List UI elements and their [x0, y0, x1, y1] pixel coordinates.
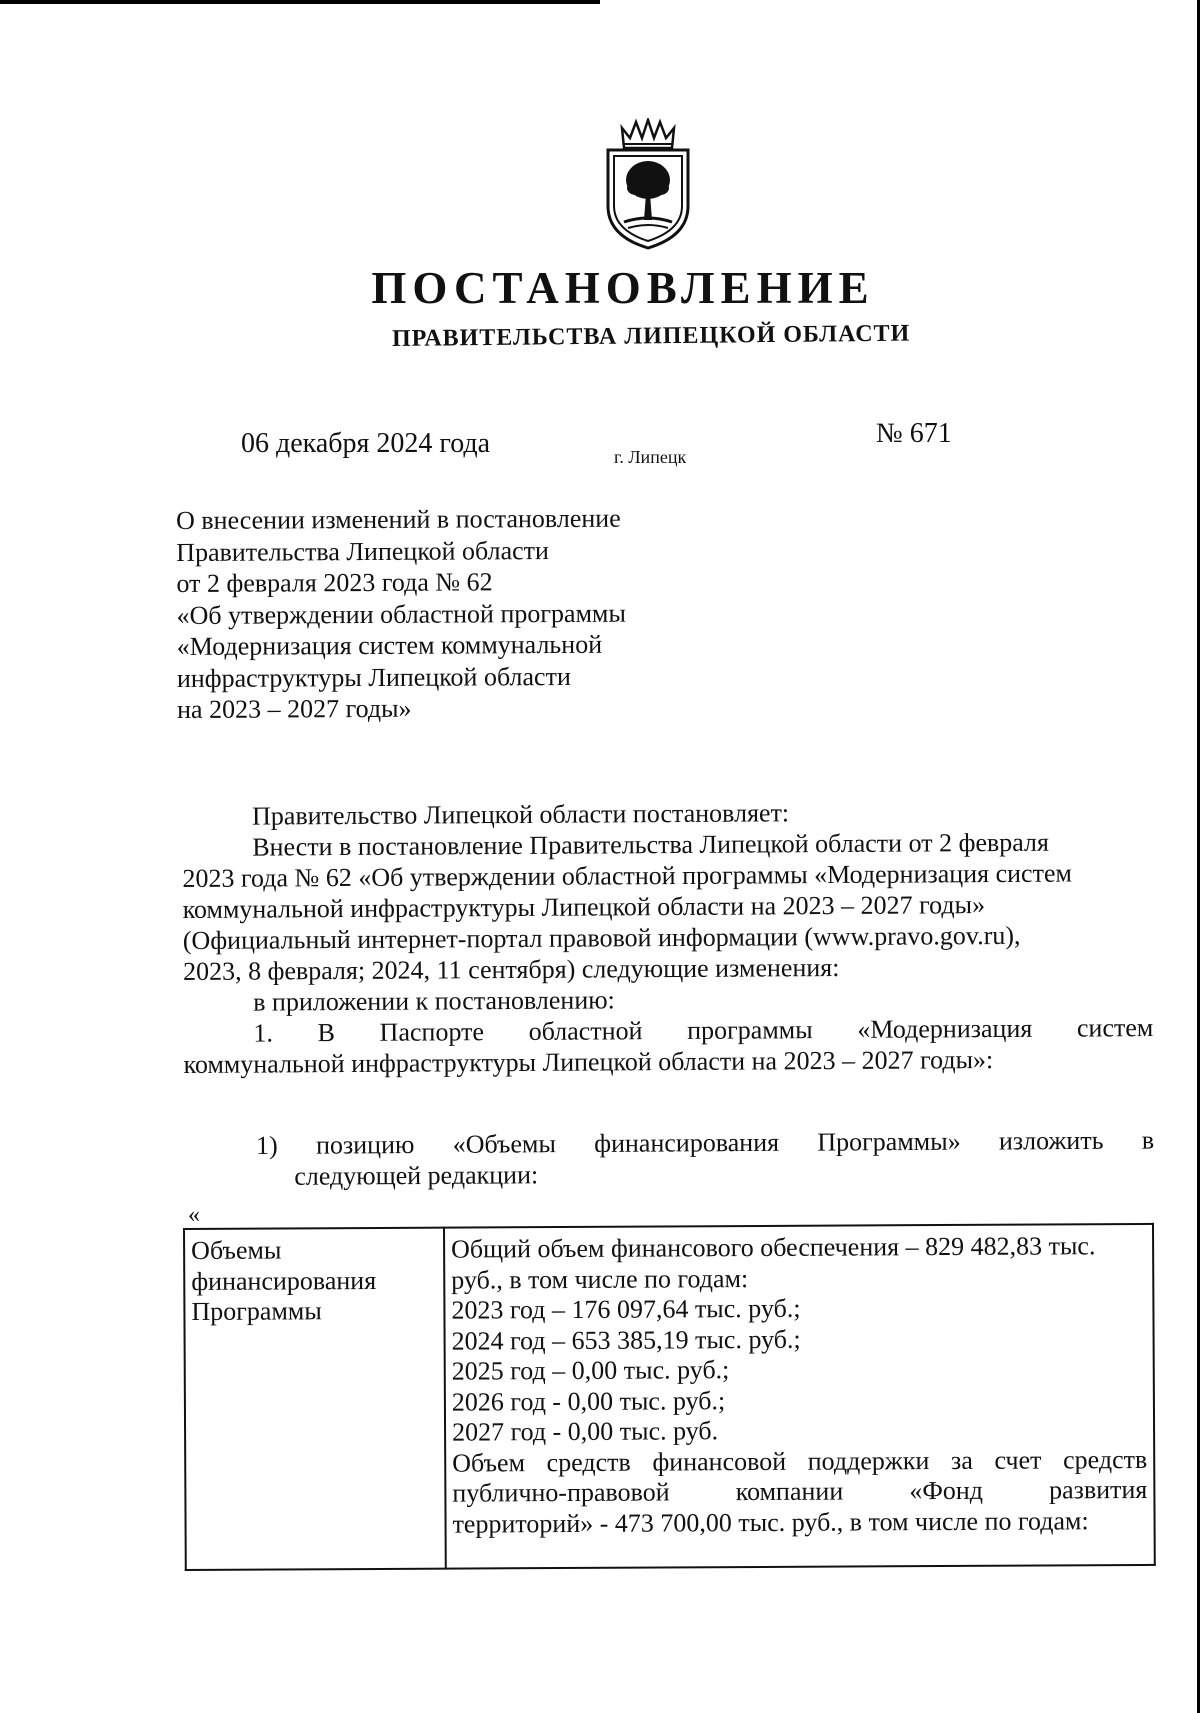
preamble: Правительство Липецкой области постановляет: — [252, 798, 790, 831]
coat-of-arms-icon — [602, 118, 694, 250]
value-line: 2026 год - 0,00 тыс. руб.; — [451, 1385, 726, 1417]
document-number: № 671 — [876, 418, 952, 449]
support-word: поддержки — [807, 1445, 930, 1476]
subject-line: «Об утверждении областной программы — [176, 598, 626, 630]
table-row — [184, 1224, 1155, 1570]
value-line: Общий объем финансового обеспечения – 829 482,83 тыс. — [451, 1231, 1096, 1264]
subject-line: Правительства Липецкой области — [176, 535, 549, 567]
support-word: за — [950, 1445, 973, 1475]
subpoint-1 — [256, 1125, 1154, 1192]
label-line: Программы — [191, 1296, 322, 1326]
subpoint-1-line — [256, 1125, 1154, 1161]
support-word: «Фонд — [909, 1475, 984, 1506]
subpoint-1-word: финансирования — [594, 1127, 780, 1158]
support-word: развития — [1049, 1474, 1148, 1505]
document-date: 06 декабря 2024 года — [241, 428, 491, 459]
paragraph-line: коммунальной инфраструктуры Липецкой области на 2023 – 2027 годы» — [182, 890, 986, 924]
point-1-word: Паспорте — [379, 1017, 485, 1047]
point-1-line: коммунальной инфраструктуры Липецкой области на 2023 – 2027 годы»: — [183, 1045, 994, 1079]
support-word: Объем — [452, 1447, 526, 1478]
label-line: финансирования — [191, 1265, 377, 1296]
document-subtitle: ПРАВИТЕЛЬСТВА ЛИПЕЦКОЙ ОБЛАСТИ — [391, 320, 911, 352]
value-line: 2023 год – 176 097,64 тыс. руб.; — [451, 1293, 801, 1325]
support-line — [452, 1444, 1147, 1478]
support-word: финансовой — [652, 1446, 787, 1477]
support-word: средств — [546, 1447, 631, 1477]
subpoint-1-word: Программы» — [817, 1126, 961, 1157]
appendix-line: в приложении к постановлению: — [253, 985, 615, 1017]
point-1-line — [183, 1012, 1153, 1049]
point-1-word: программы — [687, 1015, 813, 1045]
support-word: счет — [994, 1445, 1042, 1475]
point-1-word: систем — [1076, 1013, 1154, 1043]
document-body — [182, 795, 1154, 1080]
paragraph-line: (Официальный интернет-портал правовой информации (www.pravo.gov.ru), — [182, 920, 1021, 955]
paragraph-text: Внести в постановление Правительства Липецкой области от 2 февраля — [252, 827, 1050, 862]
subject-line: О внесении изменений в постановление — [176, 503, 621, 535]
opening-quote: « — [188, 1202, 200, 1228]
document-subject — [176, 503, 626, 726]
subject-line: от 2 февраля 2023 года № 62 — [176, 567, 493, 598]
subpoint-1-number: 1) — [256, 1130, 278, 1160]
subject-line: на 2023 – 2027 годы» — [176, 693, 412, 724]
value-line: 2027 год - 0,00 тыс. руб. — [451, 1416, 719, 1447]
subject-line: инфраструктуры Липецкой области — [176, 661, 571, 693]
document-title: ПОСТАНОВЛЕНИЕ — [371, 263, 875, 313]
point-1-word: «Модернизация — [857, 1013, 1033, 1044]
point-1-word: областной — [528, 1016, 643, 1046]
support-word: публично-правовой — [452, 1477, 670, 1508]
point-1-word: В — [317, 1018, 336, 1048]
paragraph-line: 2023, 8 февраля; 2024, 11 сентября) следующие изменения: — [182, 952, 840, 986]
point-1-number: 1. — [253, 1018, 274, 1048]
subpoint-1-word: изложить — [998, 1125, 1104, 1156]
subpoint-1-word: «Объемы — [452, 1129, 557, 1159]
subpoint-1-word: позицию — [315, 1130, 415, 1160]
label-line: Объемы — [191, 1235, 282, 1265]
table-value-cell — [444, 1224, 1155, 1569]
support-line — [452, 1475, 1147, 1509]
value-line: 2025 год – 0,00 тыс. руб.; — [451, 1355, 730, 1386]
subpoint-1-word: в — [1141, 1125, 1155, 1155]
paragraph-line: 2023 года № 62 «Об утверждении областной программы «Модернизация систем — [182, 858, 1072, 893]
support-word: компании — [735, 1476, 844, 1507]
document-city: г. Липецк — [614, 447, 687, 467]
scan-edge-top — [0, 0, 600, 4]
value-line: руб., в том числе по годам: — [451, 1263, 749, 1295]
subject-line: «Модернизация систем коммунальной — [176, 629, 603, 661]
support-word: средств — [1062, 1444, 1148, 1474]
passport-table — [183, 1223, 1156, 1571]
subpoint-1-line: следующей редакции: — [294, 1160, 539, 1191]
table-label-cell — [184, 1228, 446, 1570]
support-line: территорий» - 473 700,00 тыс. руб., в том числе по годам: — [452, 1505, 1089, 1539]
value-line: 2024 год – 653 385,19 тыс. руб.; — [451, 1324, 801, 1356]
